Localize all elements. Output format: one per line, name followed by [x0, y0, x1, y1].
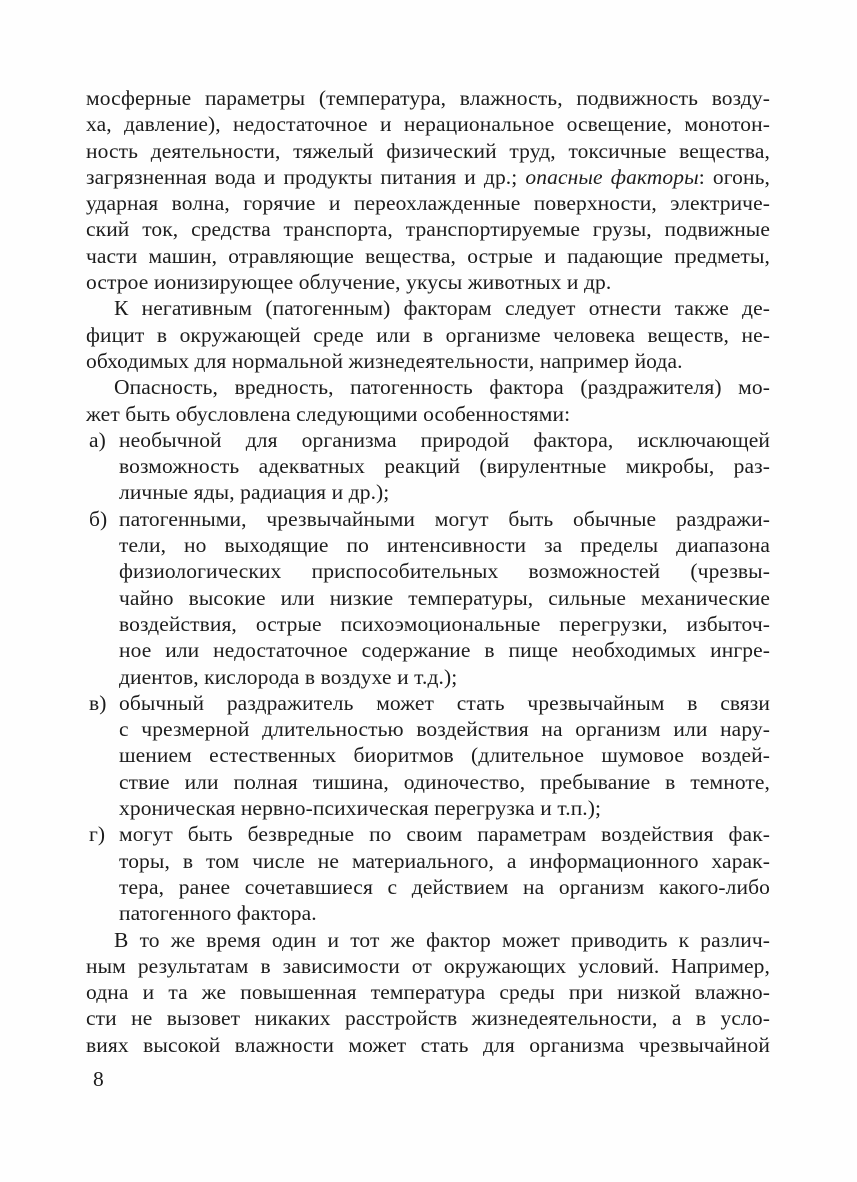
text-line: острое ионизирующее облучение, укусы животных и др.	[86, 270, 612, 295]
text-line: воздействия, острые психоэмоциональные перегрузки, избыточ-	[119, 611, 770, 636]
text-line: патогенными, чрезвычайными могут быть обычные раздражи-	[119, 506, 770, 531]
text-line: шением естественных биоритмов (длительное шумовое воздей-	[119, 743, 770, 768]
text-line: В то же время один и тот же фактор может приводить к различ-	[114, 927, 770, 952]
text-line: хроническая нервно-психическая перегрузка и т.п.);	[119, 796, 602, 821]
text-line: загрязненная вода и продукты питания и др.; опасные факторы: огонь,	[86, 164, 770, 189]
text-line: обходимых для нормальной жизнедеятельности, например йода.	[86, 348, 683, 373]
text-line: ударная волна, горячие и переохлажденные поверхности, электриче-	[86, 191, 770, 216]
paragraph	[86, 85, 770, 295]
text-line: необычной для организма природой фактора, исключающей	[119, 427, 770, 452]
list-item-label: а)	[89, 427, 106, 452]
text-line: ха, давление), недостаточное и нерациональное освещение, монотон-	[86, 112, 770, 137]
text-line: фицит в окружающей среде или в организме человека веществ, не-	[86, 322, 770, 347]
text-line: патогенного фактора.	[119, 901, 317, 926]
text-line: торы, в том числе не материального, а информационного харак-	[119, 848, 770, 873]
paragraph	[86, 374, 770, 427]
text-line: ствие или полная тишина, одиночество, пребывание в темноте,	[119, 769, 770, 794]
list-item-label: г)	[89, 822, 106, 847]
text-line: жет быть обусловлена следующими особенностями:	[86, 401, 571, 426]
text-line: тели, но выходящие по интенсивности за пределы диапазона	[119, 533, 770, 558]
text-line: возможность адекватных реакций (вирулентные микробы, раз-	[119, 454, 770, 479]
text-line: Опасность, вредность, патогенность фактора (раздражителя) мо-	[114, 375, 770, 400]
text-line: мосферные параметры (температура, влажность, подвижность возду-	[86, 86, 770, 110]
text-line: личные яды, радиация и др.);	[119, 480, 390, 505]
text-line: ное или недостаточное содержание в пище необходимых ингре-	[119, 638, 770, 663]
text-line: с чрезмерной длительностью воздействия на организм или нару-	[119, 717, 770, 742]
text-line: сти не вызовет никаких расстройств жизнедеятельности, а в усло-	[86, 1006, 770, 1031]
text-line: К негативным (патогенным) факторам следует отнести также де-	[114, 296, 770, 321]
text-line: ность деятельности, тяжелый физический труд, токсичные вещества,	[86, 138, 770, 163]
text-line: диентов, кислорода в воздухе и т.д.);	[119, 664, 458, 689]
text-line: обычный раздражитель может стать чрезвычайным в связи	[119, 690, 770, 715]
text-line: части машин, отравляющие вещества, острые и падающие предметы,	[86, 243, 770, 268]
list-item	[86, 427, 770, 506]
paragraph	[86, 927, 770, 1058]
paragraph	[86, 295, 770, 374]
page-number: 8	[93, 1067, 104, 1091]
list-item	[86, 690, 770, 821]
list-item-label: б)	[89, 506, 108, 531]
text-line: ский ток, средства транспорта, транспортируемые грузы, подвижные	[86, 217, 770, 242]
list-item	[86, 506, 770, 690]
text-block	[86, 85, 770, 1058]
list-item-label: в)	[89, 690, 107, 715]
text-line: одна и та же повышенная температура среды при низкой влажно-	[86, 980, 770, 1005]
text-line: тера, ранее сочетавшиеся с действием на организм какого-либо	[119, 874, 770, 899]
text-line: ным результатам в зависимости от окружающих условий. Например,	[86, 953, 770, 978]
text-line: физиологических приспособительных возможностей (чрезвы-	[119, 559, 770, 584]
text-line: могут быть безвредные по своим параметрам воздействия фак-	[119, 822, 770, 847]
text-line: виях высокой влажности может стать для организма чрезвычайной	[86, 1032, 770, 1057]
text-line: чайно высокие или низкие температуры, сильные механические	[119, 585, 770, 610]
list-item	[86, 821, 770, 926]
